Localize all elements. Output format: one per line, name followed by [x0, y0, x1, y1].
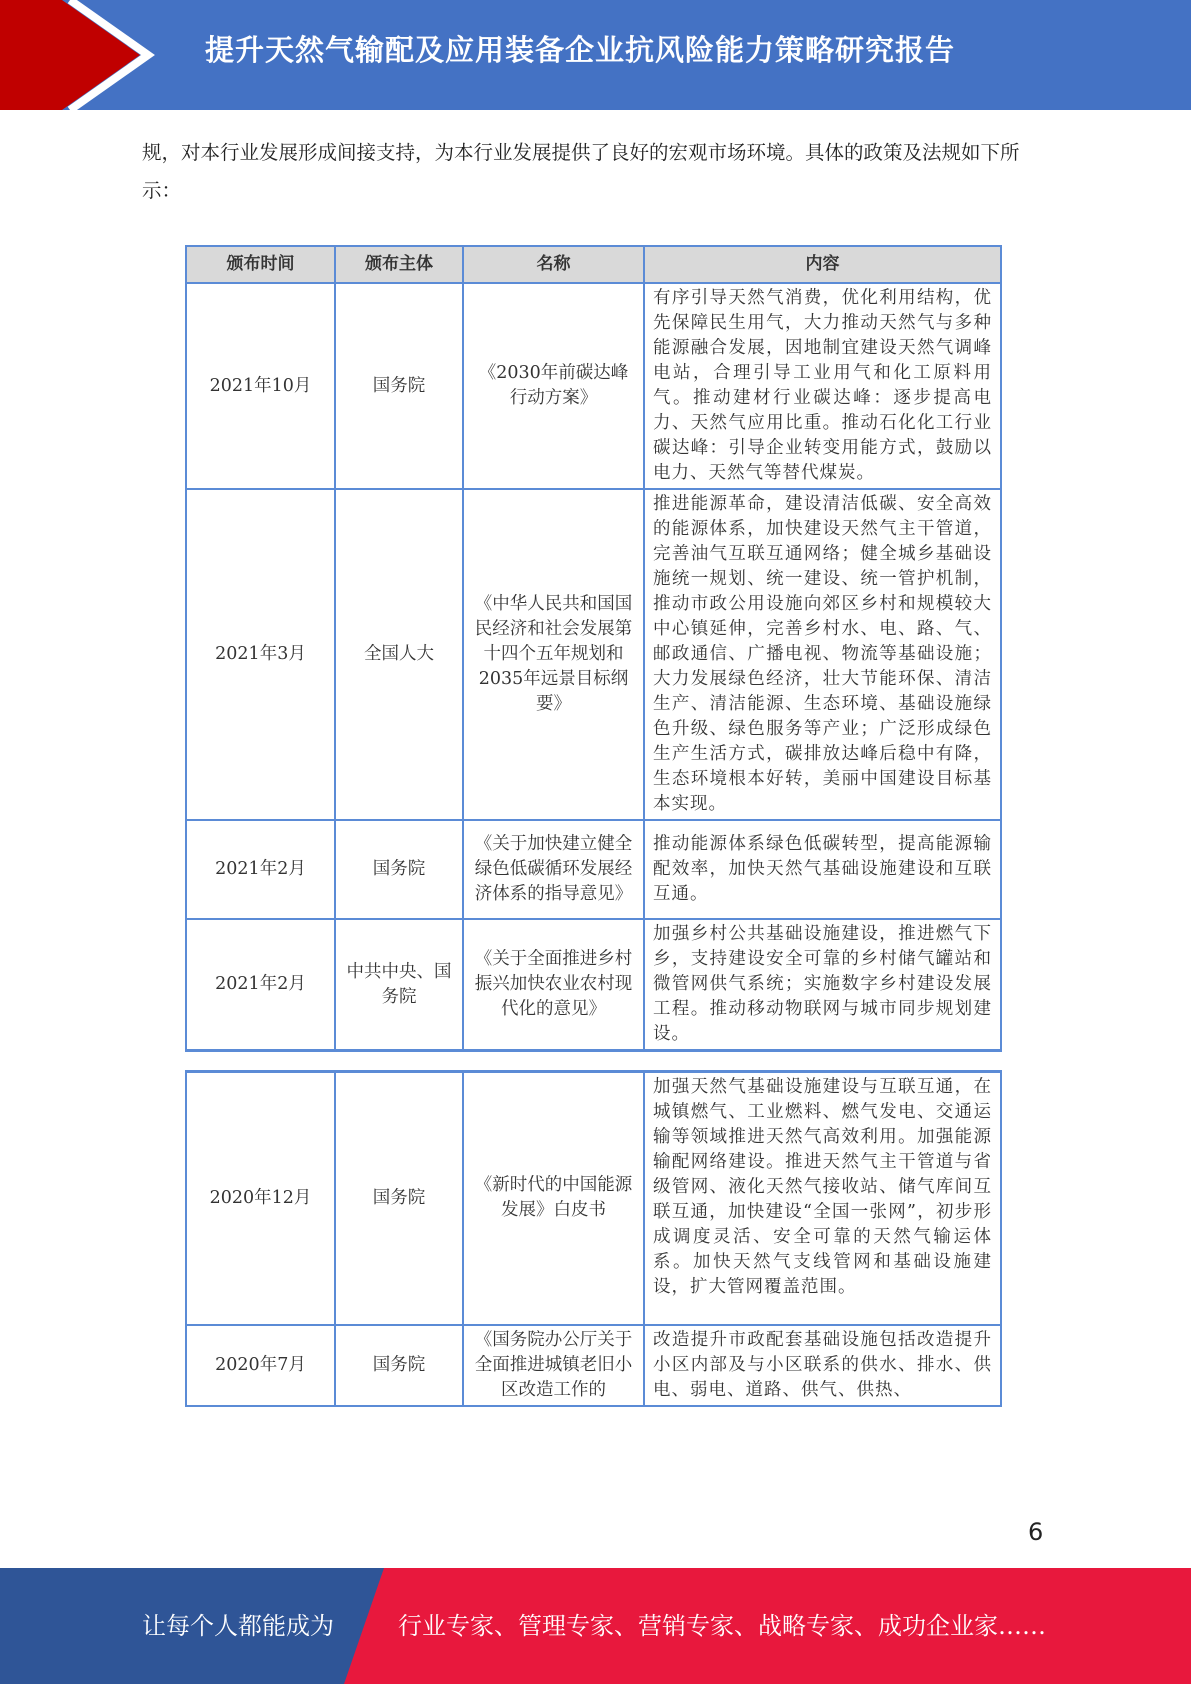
cell-date: 2020年7月 — [186, 1325, 335, 1406]
policy-table-part-2 — [185, 1070, 1002, 1407]
report-title: 提升天然气输配及应用装备企业抗风险能力策略研究报告 — [205, 33, 956, 67]
page-footer — [0, 1568, 1191, 1684]
cell-issuer: 国务院 — [335, 820, 463, 919]
cell-date: 2020年12月 — [186, 1072, 335, 1325]
cell-issuer: 国务院 — [335, 1325, 463, 1406]
table-header-row — [186, 246, 1001, 283]
table-row — [186, 919, 1001, 1051]
cell-issuer: 国务院 — [335, 283, 463, 489]
cell-date: 2021年10月 — [186, 283, 335, 489]
cell-content: 加强乡村公共基础设施建设，推进燃气下乡，支持建设安全可靠的乡村储气罐站和微管网供气系统；实施数字乡村建设发展工程。推动移动物联网与城市同步规划建设。 — [644, 919, 1001, 1051]
table-row — [186, 1325, 1001, 1406]
cell-content: 加强天然气基础设施建设与互联互通，在城镇燃气、工业燃料、燃气发电、交通运输等领域推进天然气高效利用。加强能源输配网络建设。推进天然气主干管道与省级管网、液化天然气接收站、储气库间互联互通，加快建设“全国一张网”，初步形成调度灵活、安全可靠的天然气输运体系。加快天然气支线管网和基础设施建设，扩大管网覆盖范围。 — [644, 1072, 1001, 1325]
cell-content: 推动能源体系绿色低碳转型，提高能源输配效率，加快天然气基础设施建设和互联互通。 — [644, 820, 1001, 919]
column-header-name: 名称 — [463, 246, 644, 283]
footer-slogan-left: 让每个人都能成为 — [142, 1612, 334, 1640]
cell-issuer: 全国人大 — [335, 489, 463, 820]
cell-name: 《中华人民共和国国民经济和社会发展第十四个五年规划和2035年远景目标纲要》 — [463, 489, 644, 820]
cell-content: 改造提升市政配套基础设施包括改造提升小区内部及与小区联系的供水、排水、供电、弱电、道路、供气、供热、 — [644, 1325, 1001, 1406]
cell-name: 《新时代的中国能源发展》白皮书 — [463, 1072, 644, 1325]
cell-content: 推进能源革命，建设清洁低碳、安全高效的能源体系，加快建设天然气主干管道，完善油气互联互通网络；健全城乡基础设施统一规划、统一建设、统一管护机制，推动市政公用设施向郊区乡村和规模较大中心镇延伸，完善乡村水、电、路、气、邮政通信、广播电视、物流等基础设施；大力发展绿色经济，壮大节能环保、清洁生产、清洁能源、生态环境、基础设施绿色升级、绿色服务等产业；广泛形成绿色生产生活方式，碳排放达峰后稳中有降，生态环境根本好转，美丽中国建设目标基本实现。 — [644, 489, 1001, 820]
column-header-content: 内容 — [644, 246, 1001, 283]
table-row — [186, 820, 1001, 919]
cell-date: 2021年3月 — [186, 489, 335, 820]
page-header — [0, 0, 1191, 110]
cell-issuer: 国务院 — [335, 1072, 463, 1325]
cell-date: 2021年2月 — [186, 820, 335, 919]
column-header-date: 颁布时间 — [186, 246, 335, 283]
footer-slogan-right: 行业专家、管理专家、营销专家、战略专家、成功企业家…… — [398, 1612, 1046, 1640]
cell-name: 《关于全面推进乡村振兴加快农业农村现代化的意见》 — [463, 919, 644, 1051]
table-row — [186, 1072, 1001, 1325]
cell-date: 2021年2月 — [186, 919, 335, 1051]
cell-issuer: 中共中央、国务院 — [335, 919, 463, 1051]
header-chevron-decoration — [0, 0, 160, 110]
cell-name: 《关于加快建立健全绿色低碳循环发展经济体系的指导意见》 — [463, 820, 644, 919]
cell-content: 有序引导天然气消费，优化利用结构，优先保障民生用气，大力推动天然气与多种能源融合发展，因地制宜建设天然气调峰电站，合理引导工业用气和化工原料用气。推动建材行业碳达峰：逐步提高电力、天然气应用比重。推动石化化工行业碳达峰：引导企业转变用能方式，鼓励以电力、天然气等替代煤炭。 — [644, 283, 1001, 489]
table-row — [186, 283, 1001, 489]
table-row — [186, 489, 1001, 820]
policy-table-part-1 — [185, 245, 1002, 1052]
page-number: 6 — [1028, 1518, 1044, 1546]
cell-name: 《2030年前碳达峰行动方案》 — [463, 283, 644, 489]
intro-paragraph: 规，对本行业发展形成间接支持，为本行业发展提供了良好的宏观市场环境。具体的政策及法规如下所示： — [142, 141, 1020, 202]
cell-name: 《国务院办公厅关于全面推进城镇老旧小区改造工作的 — [463, 1325, 644, 1406]
column-header-issuer: 颁布主体 — [335, 246, 463, 283]
